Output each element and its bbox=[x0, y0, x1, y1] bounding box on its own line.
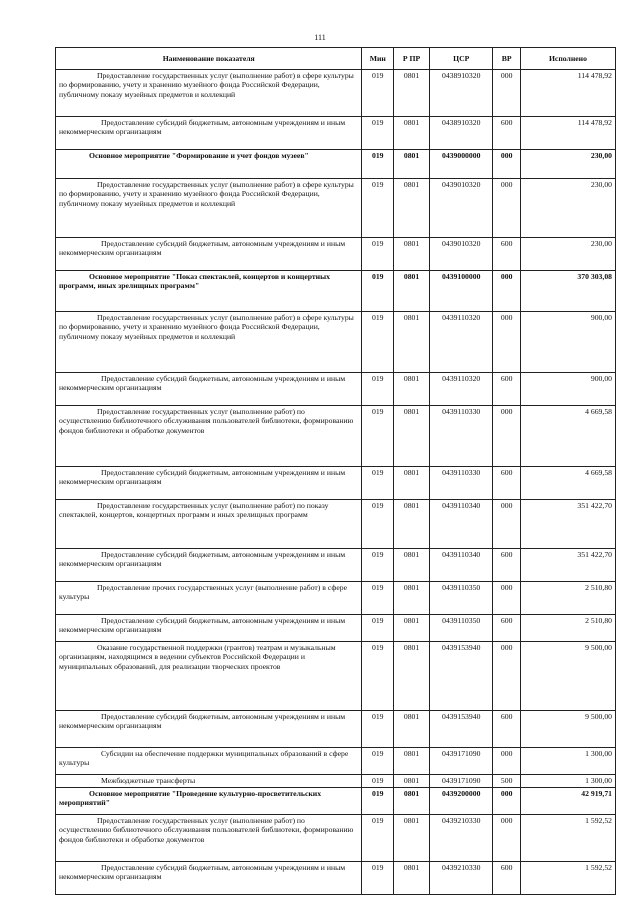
row-csr-cell: 0439110330 bbox=[430, 406, 493, 467]
row-csr-cell: 0439110350 bbox=[430, 615, 493, 642]
row-amount-cell: 900,00 bbox=[520, 373, 615, 406]
table-row bbox=[56, 815, 616, 862]
row-rpr-cell: 0801 bbox=[394, 467, 430, 500]
row-rpr-cell: 0801 bbox=[394, 862, 430, 895]
row-vr-cell: 000 bbox=[493, 312, 520, 373]
row-vr-cell: 600 bbox=[493, 549, 520, 582]
row-vr-cell: 000 bbox=[493, 70, 520, 117]
row-name-cell: Предоставление государственных услуг (выполнение работ) в сфере культуры по формированию, учету и хранению музейного фонда Российской Федерации, публичному показу музейных предметов и коллекций bbox=[56, 179, 362, 238]
row-min-cell: 019 bbox=[362, 373, 394, 406]
row-amount-cell: 9 500,00 bbox=[520, 711, 615, 748]
row-vr-cell: 600 bbox=[493, 862, 520, 895]
row-name-cell: Предоставление субсидий бюджетным, автономным учреждениям и иным некоммерческим организациям bbox=[56, 373, 362, 406]
row-rpr-cell: 0801 bbox=[394, 312, 430, 373]
row-csr-cell: 0439210330 bbox=[430, 815, 493, 862]
row-amount-cell: 1 592,52 bbox=[520, 815, 615, 862]
row-name-cell: Оказание государственной поддержки (грантов) театрам и музыкальным организациям, находящимся в ведении субъектов Российской Федерации и муниципальных образований, для реализации творческих проектов bbox=[56, 642, 362, 711]
column-header-csr: ЦСР bbox=[430, 48, 493, 70]
table-row bbox=[56, 271, 616, 312]
row-rpr-cell: 0801 bbox=[394, 775, 430, 788]
row-vr-cell: 000 bbox=[493, 642, 520, 711]
row-name-cell: Предоставление субсидий бюджетным, автономным учреждениям и иным некоммерческим организациям bbox=[56, 117, 362, 150]
row-min-cell: 019 bbox=[362, 642, 394, 711]
row-min-cell: 019 bbox=[362, 271, 394, 312]
table-row bbox=[56, 642, 616, 711]
row-vr-cell: 000 bbox=[493, 815, 520, 862]
row-rpr-cell: 0801 bbox=[394, 150, 430, 179]
table-row bbox=[56, 711, 616, 748]
row-name-cell: Предоставление субсидий бюджетным, автономным учреждениям и иным некоммерческим организациям bbox=[56, 862, 362, 895]
row-min-cell: 019 bbox=[362, 117, 394, 150]
row-min-cell: 019 bbox=[362, 549, 394, 582]
table-row bbox=[56, 406, 616, 467]
row-rpr-cell: 0801 bbox=[394, 179, 430, 238]
row-rpr-cell: 0801 bbox=[394, 748, 430, 775]
row-csr-cell: 0439110350 bbox=[430, 582, 493, 615]
row-min-cell: 019 bbox=[362, 775, 394, 788]
row-min-cell: 019 bbox=[362, 70, 394, 117]
row-csr-cell: 0438910320 bbox=[430, 117, 493, 150]
row-csr-cell: 0439110340 bbox=[430, 549, 493, 582]
row-name-cell: Предоставление государственных услуг (выполнение работ) по осуществлению библиотечного обслуживания пользователей библиотеки, формированию фондов библиотеки и обработке документов bbox=[56, 815, 362, 862]
row-name-cell: Предоставление субсидий бюджетным, автономным учреждениям и иным некоммерческим организациям bbox=[56, 467, 362, 500]
row-amount-cell: 1 592,52 bbox=[520, 862, 615, 895]
row-amount-cell: 230,00 bbox=[520, 150, 615, 179]
column-header-rpr: Р ПР bbox=[394, 48, 430, 70]
row-amount-cell: 42 919,71 bbox=[520, 788, 615, 815]
page-number: 111 bbox=[314, 33, 326, 42]
row-csr-cell: 0439200000 bbox=[430, 788, 493, 815]
row-name-cell: Предоставление государственных услуг (выполнение работ) в сфере культуры по формированию, учету и хранению музейного фонда Российской Федерации, публичному показу музейных предметов и коллекций bbox=[56, 70, 362, 117]
row-vr-cell: 000 bbox=[493, 582, 520, 615]
row-csr-cell: 0439100000 bbox=[430, 271, 493, 312]
row-rpr-cell: 0801 bbox=[394, 406, 430, 467]
row-amount-cell: 114 478,92 bbox=[520, 117, 615, 150]
row-amount-cell: 370 303,08 bbox=[520, 271, 615, 312]
row-amount-cell: 230,00 bbox=[520, 238, 615, 271]
row-min-cell: 019 bbox=[362, 862, 394, 895]
row-rpr-cell: 0801 bbox=[394, 815, 430, 862]
table-row bbox=[56, 862, 616, 895]
column-header-min: Мин bbox=[362, 48, 394, 70]
table-row bbox=[56, 748, 616, 775]
row-vr-cell: 600 bbox=[493, 238, 520, 271]
row-name-cell: Предоставление субсидий бюджетным, автономным учреждениям и иным некоммерческим организациям bbox=[56, 711, 362, 748]
row-rpr-cell: 0801 bbox=[394, 373, 430, 406]
row-min-cell: 019 bbox=[362, 582, 394, 615]
row-csr-cell: 0439010320 bbox=[430, 238, 493, 271]
row-rpr-cell: 0801 bbox=[394, 70, 430, 117]
row-vr-cell: 600 bbox=[493, 711, 520, 748]
row-csr-cell: 0439153940 bbox=[430, 711, 493, 748]
row-vr-cell: 000 bbox=[493, 179, 520, 238]
row-rpr-cell: 0801 bbox=[394, 615, 430, 642]
row-amount-cell: 230,00 bbox=[520, 179, 615, 238]
row-name-cell: Основное мероприятие "Формирование и учет фондов музеев" bbox=[56, 150, 362, 179]
row-vr-cell: 000 bbox=[493, 748, 520, 775]
row-csr-cell: 0439000000 bbox=[430, 150, 493, 179]
row-amount-cell: 1 300,00 bbox=[520, 748, 615, 775]
column-header-name: Наименование показателя bbox=[56, 48, 362, 70]
row-name-cell: Основное мероприятие "Показ спектаклей, концертов и концертных программ, иных зрелищных программ" bbox=[56, 271, 362, 312]
row-amount-cell: 4 669,58 bbox=[520, 406, 615, 467]
row-min-cell: 019 bbox=[362, 467, 394, 500]
row-csr-cell: 0439110330 bbox=[430, 467, 493, 500]
row-vr-cell: 600 bbox=[493, 467, 520, 500]
row-name-cell: Предоставление субсидий бюджетным, автономным учреждениям и иным некоммерческим организациям bbox=[56, 615, 362, 642]
row-amount-cell: 4 669,58 bbox=[520, 467, 615, 500]
row-name-cell: Предоставление субсидий бюджетным, автономным учреждениям и иным некоммерческим организациям bbox=[56, 238, 362, 271]
row-rpr-cell: 0801 bbox=[394, 788, 430, 815]
row-rpr-cell: 0801 bbox=[394, 271, 430, 312]
table-row bbox=[56, 788, 616, 815]
row-min-cell: 019 bbox=[362, 238, 394, 271]
row-amount-cell: 900,00 bbox=[520, 312, 615, 373]
table-row bbox=[56, 582, 616, 615]
row-min-cell: 019 bbox=[362, 788, 394, 815]
table-header-row bbox=[56, 48, 616, 70]
row-name-cell: Предоставление субсидий бюджетным, автономным учреждениям и иным некоммерческим организациям bbox=[56, 549, 362, 582]
row-amount-cell: 2 510,80 bbox=[520, 615, 615, 642]
row-name-cell: Предоставление прочих государственных услуг (выполнение работ) в сфере культуры bbox=[56, 582, 362, 615]
row-min-cell: 019 bbox=[362, 615, 394, 642]
table-row bbox=[56, 238, 616, 271]
column-header-vr: ВР bbox=[493, 48, 520, 70]
row-amount-cell: 1 300,00 bbox=[520, 775, 615, 788]
row-min-cell: 019 bbox=[362, 406, 394, 467]
row-min-cell: 019 bbox=[362, 748, 394, 775]
column-header-amount: Исполнено bbox=[520, 48, 615, 70]
row-rpr-cell: 0801 bbox=[394, 642, 430, 711]
row-csr-cell: 0439010320 bbox=[430, 179, 493, 238]
table-body bbox=[56, 70, 616, 895]
table-row bbox=[56, 373, 616, 406]
table-row bbox=[56, 312, 616, 373]
table-row bbox=[56, 117, 616, 150]
row-csr-cell: 0439153940 bbox=[430, 642, 493, 711]
row-rpr-cell: 0801 bbox=[394, 582, 430, 615]
row-csr-cell: 0439210330 bbox=[430, 862, 493, 895]
row-csr-cell: 0438910320 bbox=[430, 70, 493, 117]
row-rpr-cell: 0801 bbox=[394, 549, 430, 582]
row-csr-cell: 0439171090 bbox=[430, 775, 493, 788]
row-vr-cell: 600 bbox=[493, 373, 520, 406]
row-vr-cell: 600 bbox=[493, 117, 520, 150]
table-row bbox=[56, 467, 616, 500]
table-row bbox=[56, 179, 616, 238]
row-csr-cell: 0439110340 bbox=[430, 500, 493, 549]
row-vr-cell: 500 bbox=[493, 775, 520, 788]
row-min-cell: 019 bbox=[362, 815, 394, 862]
table-row bbox=[56, 615, 616, 642]
row-amount-cell: 9 500,00 bbox=[520, 642, 615, 711]
row-vr-cell: 000 bbox=[493, 406, 520, 467]
row-vr-cell: 000 bbox=[493, 150, 520, 179]
table-row bbox=[56, 775, 616, 788]
row-name-cell: Предоставление государственных услуг (выполнение работ) по осуществлению библиотечного обслуживания пользователей библиотеки, формированию фондов библиотеки и обработке документов bbox=[56, 406, 362, 467]
table-row bbox=[56, 500, 616, 549]
row-name-cell: Субсидии на обеспечение поддержки муниципальных образований в сфере культуры bbox=[56, 748, 362, 775]
row-name-cell: Основное мероприятие "Проведение культурно-просветительских мероприятий" bbox=[56, 788, 362, 815]
row-amount-cell: 351 422,70 bbox=[520, 500, 615, 549]
row-csr-cell: 0439110320 bbox=[430, 312, 493, 373]
row-rpr-cell: 0801 bbox=[394, 500, 430, 549]
row-rpr-cell: 0801 bbox=[394, 238, 430, 271]
row-amount-cell: 2 510,80 bbox=[520, 582, 615, 615]
row-name-cell: Предоставление государственных услуг (выполнение работ) по показу спектаклей, концертов, концертных программ и иных зрелищных программ bbox=[56, 500, 362, 549]
table-row bbox=[56, 70, 616, 117]
row-amount-cell: 114 478,92 bbox=[520, 70, 615, 117]
row-name-cell: Межбюджетные трансферты bbox=[56, 775, 362, 788]
row-vr-cell: 000 bbox=[493, 788, 520, 815]
row-csr-cell: 0439171090 bbox=[430, 748, 493, 775]
row-amount-cell: 351 422,70 bbox=[520, 549, 615, 582]
row-min-cell: 019 bbox=[362, 711, 394, 748]
row-vr-cell: 000 bbox=[493, 500, 520, 549]
row-min-cell: 019 bbox=[362, 500, 394, 549]
row-vr-cell: 000 bbox=[493, 271, 520, 312]
row-csr-cell: 0439110320 bbox=[430, 373, 493, 406]
row-vr-cell: 600 bbox=[493, 615, 520, 642]
row-min-cell: 019 bbox=[362, 150, 394, 179]
budget-execution-table bbox=[55, 47, 616, 895]
row-min-cell: 019 bbox=[362, 312, 394, 373]
row-min-cell: 019 bbox=[362, 179, 394, 238]
row-name-cell: Предоставление государственных услуг (выполнение работ) в сфере культуры по формированию, учету и хранению музейного фонда Российской Федерации, публичному показу музейных предметов и коллекций bbox=[56, 312, 362, 373]
row-rpr-cell: 0801 bbox=[394, 117, 430, 150]
row-rpr-cell: 0801 bbox=[394, 711, 430, 748]
table-row bbox=[56, 549, 616, 582]
table-row bbox=[56, 150, 616, 179]
